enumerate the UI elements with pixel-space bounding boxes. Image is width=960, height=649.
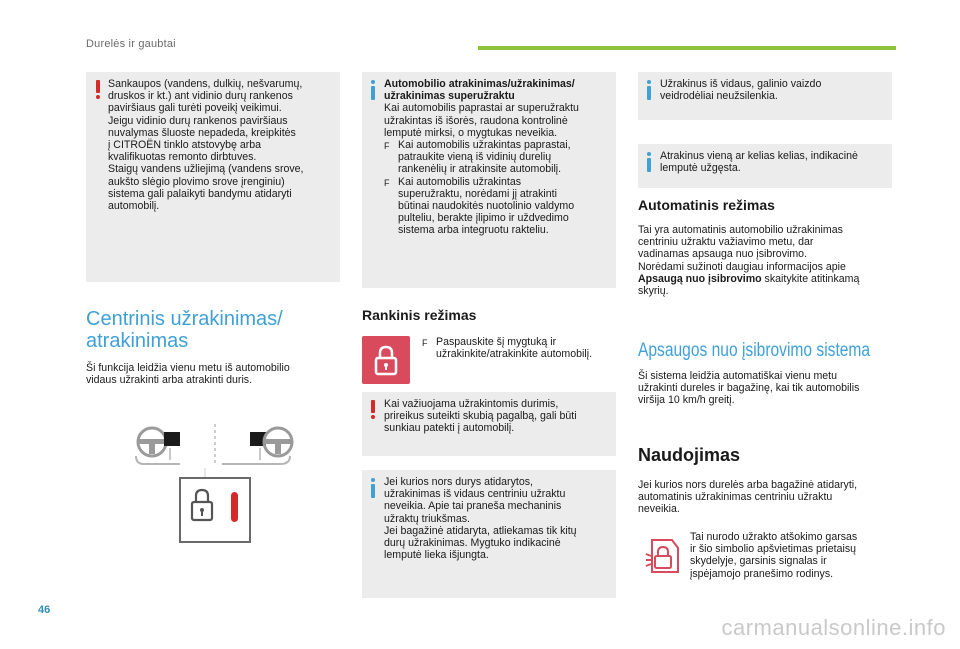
col2-info-text-2: Jei kurios nors durys atidarytos, užrakinimas iš vidaus centriniu užraktu neveikia. Apie tai praneša mechaninis užraktų triukšmas. Jei bagažinė atidaryta, atliekamas tik kitų durų užrakinimas. Mygtuko indikacinė lemputė lieka išjungta. <box>384 476 577 562</box>
usage-title: Naudojimas <box>638 445 741 465</box>
bullet-item: F Kai automobilis užrakintas superužraktu, norėdami jį atrakinti būtinai naudokitės nuotolinio valdymo pulteliu, berakte įlipimo ir uždvedimo sistema arba integruotu rakteliu. <box>384 175 575 237</box>
intrusion-protection-title: Apsaugos nuo įsibrovimo sistema <box>638 340 871 361</box>
door-lock-warning-icon <box>642 532 684 580</box>
central-locking-intro: Ši funkcija leidžia vienu metu iš automobilio vidaus užrakinti arba atrakinti duris. <box>86 362 290 387</box>
intrusion-protection-text: Ši sistema leidžia automatiškai vienu metu užrakinti dureles ir bagažinę, kai tik automobilis viršija 10 km/h greitį. <box>638 370 860 407</box>
auto-mode-text: Tai yra automatinis automobilio užrakinimas centriniu užraktu važiavimo metu, dar vadinamas apsauga nuo įsibrovimo. Norėdami sužinoti daugiau informacijos apie Apsaugą nuo įsibrovimo skaitykite atitinkamą skyrių. <box>638 224 860 298</box>
page-number: 46 <box>38 604 51 616</box>
right-steering-wheel-icon <box>264 428 292 456</box>
auto-mode-title: Automatinis režimas <box>638 197 775 213</box>
info-icon <box>645 80 653 100</box>
lock-indicator-led <box>231 492 238 522</box>
col3-info-text-2: Atrakinus vieną ar kelias kelias, indikacinė lemputė užgęsta. <box>660 150 858 175</box>
col2-warning-text: Kai važiuojama užrakintomis durimis, prireikus suteikti skubią pagalbą, gali būti sunkiau patekti į automobilį. <box>384 398 577 435</box>
col3-info-text-1: Užrakinus iš vidaus, galinio vaizdo veidrodėliai neužsilenkia. <box>660 78 822 103</box>
central-locking-title: Centrinis užrakinimas/ atrakinimas <box>86 308 283 352</box>
left-dash-display <box>164 432 180 446</box>
lock-button-panel <box>180 478 250 542</box>
central-lock-illustration <box>130 420 300 550</box>
info-icon <box>369 478 377 498</box>
section-title: Durelės ir gaubtai <box>86 38 176 50</box>
manual-mode-title: Rankinis režimas <box>362 307 477 323</box>
manual-mode-instruction: F Paspauskite šį mygtuką ir užrakinkite/atrakinkite automobilį. <box>422 336 593 361</box>
warning-icon <box>369 400 377 420</box>
left-steering-wheel-icon <box>138 428 166 456</box>
bullet-item: F Kai automobilis užrakintas paprastai, patraukite vieną iš vidinių durelių rankenėlių ir atrakinsite automobilį. <box>384 139 571 176</box>
col1-warning-text: Sankaupos (vandens, dulkių, nešvarumų, druskos ir kt.) ant vidinio durų rankenos paviršiaus gali turėti poveikį veikimui. Jeigu vidinio durų rankenos paviršiaus nuvalymas šluoste nepadeda, kreipkitės į CITROËN tinklo atstovybę arba kvalifikuotas remonto dirbtuves. Staigų vandens užliejimą (vandens srove, aukšto slėgio plovimo srove įrenginiu) sistema gali palaikyti bandymu atidaryti automobilį. <box>108 78 304 213</box>
lock-button-icon <box>362 336 410 384</box>
warning-icon <box>94 80 102 100</box>
info-icon <box>645 152 653 172</box>
signal-description: Tai nurodo užrakto atšokimo garsas ir šio simbolio apšvietimas prietaisų skydelyje, garsinis signalas ir įspėjamojo pranešimo rodinys. <box>690 531 858 580</box>
watermark: carmanualsonline.info <box>721 615 946 640</box>
info-icon <box>369 80 377 100</box>
col2-info-text: Automobilio atrakinimas/užrakinimas/ užrakinimas superužraktu Kai automobilis paprastai ar superužraktu užrakintas iš išorės, raudona kontrolinė lemputė mirksi, o mygtukas neveikia. F Kai automobilis užrakintas paprastai, patraukite vieną iš vidinių durelių rankenėlių ir atrakinsite automobilį. F Kai automobilis užrakintas superužraktu, norėdami jį atrakinti būtinai naudokitės nuotolinio valdymo pulteliu, berakte įlipimo ir uždvedimo sistema arba integruotu rakteliu. <box>384 78 612 237</box>
usage-text: Jei kurios nors durelės arba bagažinė atidaryti, automatinis užrakinimas centriniu užraktu neveikia. <box>638 479 858 516</box>
left-dashboard-outline <box>136 456 180 464</box>
header-accent-bar <box>478 46 896 50</box>
